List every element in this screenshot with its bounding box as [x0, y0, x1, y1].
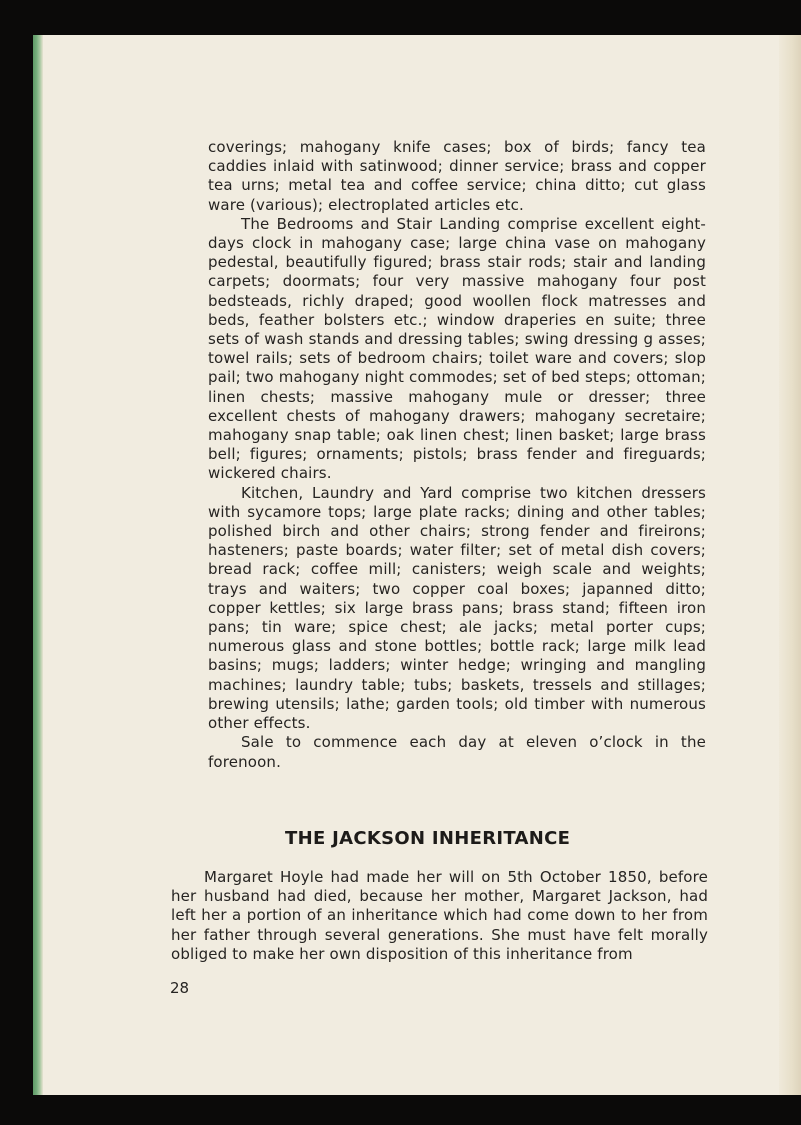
page-fore-edge	[779, 35, 801, 1095]
book-spine-edge	[33, 35, 43, 1095]
paragraph-bedrooms: The Bedrooms and Stair Landing comprise excellent eight-days clock in mahogany case; large china vase on mahogany pedestal, beautifully figured; brass stair rods; stair and landing carpets; doormats; four very massive mahogany four post bedsteads, richly draped; good woollen flock matresses and beds, feather bolsters etc.; window draperies en suite; three sets of wash stands and dressing tables; swing dressing g asses; towel rails; sets of bedroom chairs; toilet ware and covers; slop pail; two mahogany night commodes; set of bed steps; ottoman; linen chests; massive mahogany mule or dresser; three excellent chests of mahogany drawers; mahogany secretaire; mahogany snap table; oak linen chest; linen basket; large brass bell; figures; ornaments; pistols; brass fender and fireguards; wickered chairs.	[208, 214, 706, 483]
auction-inventory-text	[208, 138, 706, 772]
section-heading: THE JACKSON INHERITANCE	[285, 828, 571, 849]
paragraph-margaret-hoyle: Margaret Hoyle had made her will on 5th October 1850, before her husband had died, because her mother, Margaret Jackson, had left her a portion of an inheritance which had come down to her from her father through several generations. She must have felt morally obliged to make her own disposition of this inheritance from	[171, 868, 708, 963]
inheritance-text	[171, 868, 708, 964]
paragraph-coverings: coverings; mahogany knife cases; box of birds; fancy tea caddies inlaid with satinwood; dinner service; brass and copper tea urns; metal tea and coffee service; china ditto; cut glass ware (various); electroplated articles etc.	[208, 138, 706, 214]
book-page	[33, 35, 801, 1095]
paragraph-kitchen: Kitchen, Laundry and Yard comprise two kitchen dressers with sycamore tops; large plate racks; dining and other tables; polished birch and other chairs; strong fender and fireirons; hasteners; paste boards; water filter; set of metal dish covers; bread rack; coffee mill; canisters; weigh scale and weights; trays and waiters; two copper coal boxes; japanned ditto; copper kettles; six large brass pans; brass stand; fifteen iron pans; tin ware; spice chest; ale jacks; metal porter cups; numerous glass and stone bottles; bottle rack; large milk lead basins; mugs; ladders; winter hedge; wringing and mangling machines; laundry table; tubs; baskets, tressels and stillages; brewing utensils; lathe; garden tools; old timber with numerous other effects.	[208, 483, 706, 733]
paragraph-sale: Sale to commence each day at eleven o’clock in the forenoon.	[208, 733, 706, 771]
page-number: 28	[170, 979, 190, 997]
